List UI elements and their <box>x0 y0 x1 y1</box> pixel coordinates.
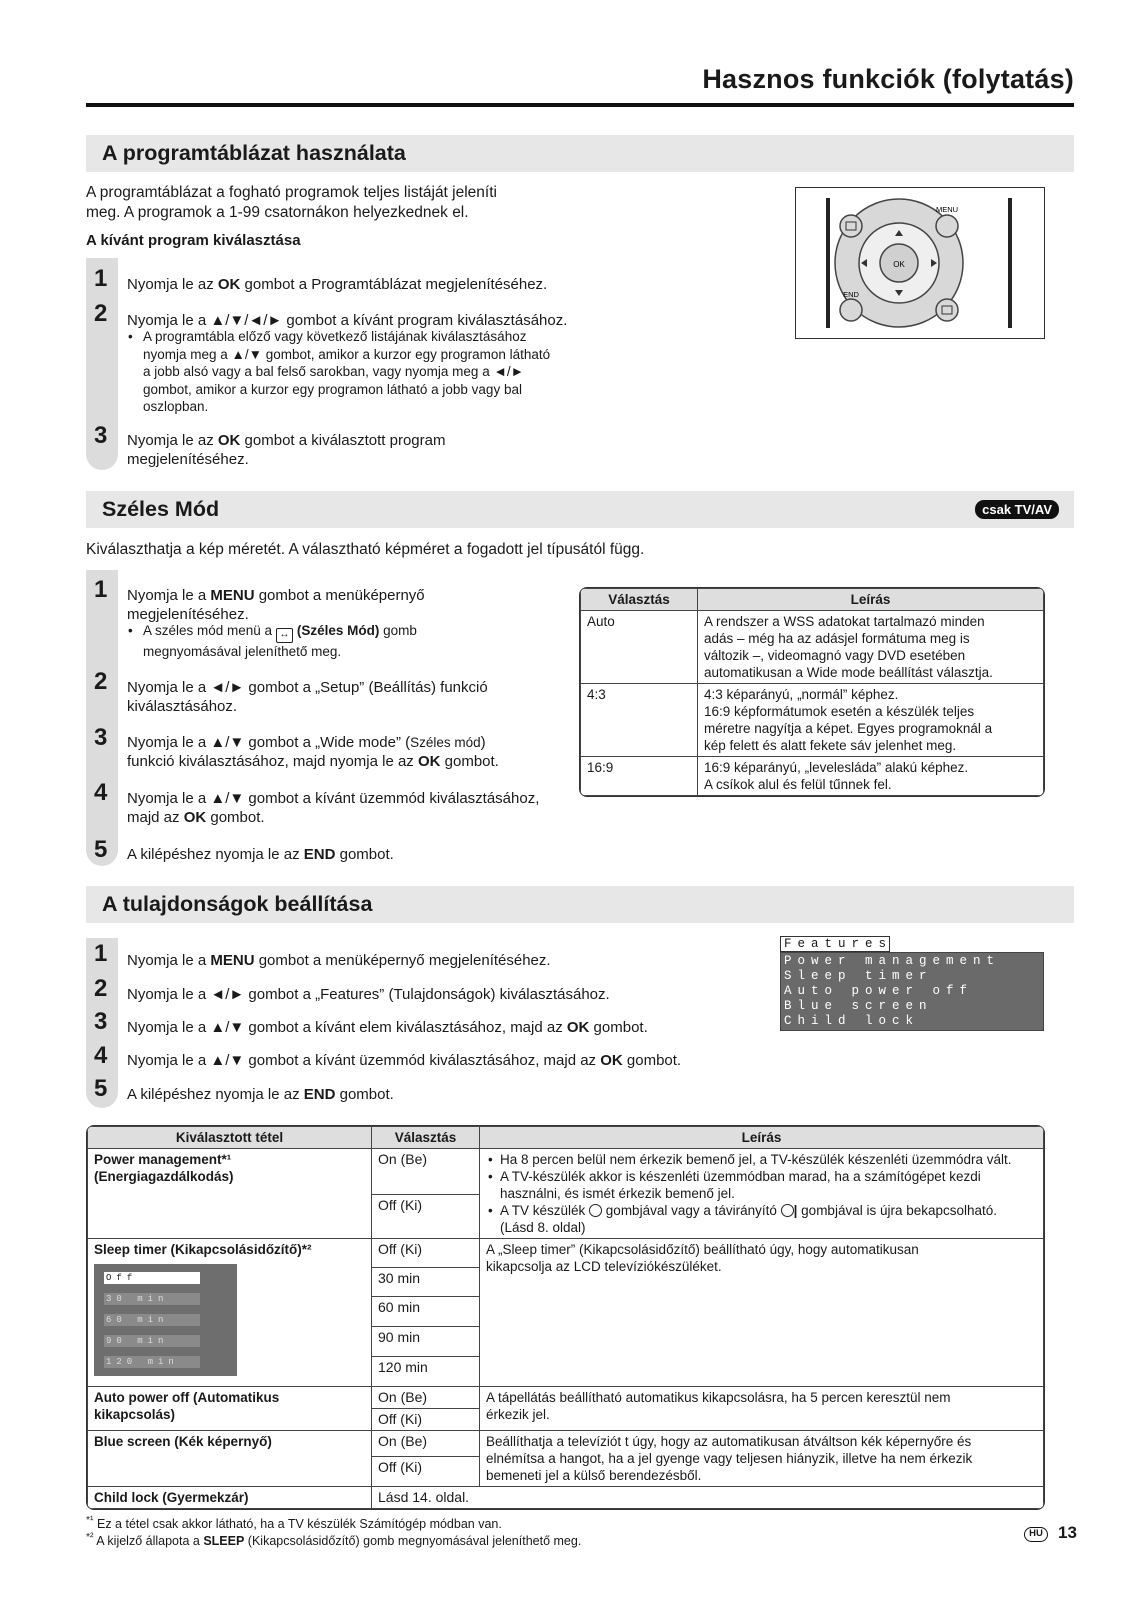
table-row: 30 min <box>88 1268 1044 1297</box>
page-number: 13 <box>1058 1523 1077 1542</box>
table-row: Off (Ki) <box>88 1457 1044 1487</box>
language-badge: HU <box>1024 1527 1048 1542</box>
step-text: Nyomja le a ▲/▼ gombot a kívánt elem kiválasztásához, majd az OK gombot. <box>127 1019 648 1036</box>
osd-item: Off <box>104 1272 200 1284</box>
step-number: 2 <box>94 975 108 1002</box>
column-header: Kiválasztott tétel <box>88 1127 372 1149</box>
remote-illustration <box>795 187 1045 339</box>
step-text: Nyomja le a ▲/▼/◄/► gombot a kívánt program kiválasztásához. <box>127 312 568 329</box>
table-row: 4:3 4:3 képarányú, „normál” képhez. 16:9 képformátumok esetén a készülék teljes méretre nagyítja a képet. Egyes programoknál a kép felett és alatt fekete sáv jelenhet meg. <box>581 684 1044 757</box>
step-number: 1 <box>94 576 108 603</box>
step-text: Nyomja le a MENU gombot a menüképernyő megjelenítéséhez. <box>127 587 425 623</box>
step-text: Nyomja le az OK gombot a kiválasztott program megjelenítéséhez. <box>127 432 446 468</box>
intro-line: Kiválaszthatja a kép méretét. A választható képméret a fogadott jel típusától függ. <box>86 541 645 558</box>
table-row: 16:9 16:9 képarányú, „levelesláda” alakú képhez. A csíkok alul és felül tűnnek fel. <box>581 757 1044 796</box>
section-header-program-table <box>86 135 1074 172</box>
section-header-wide-mode <box>86 491 1074 528</box>
footnote: $^{*^1}$ Ez a tétel csak akkor látható, ha a TV készülék Számítógép módban van. <box>86 1515 502 1532</box>
step-number: 5 <box>94 836 108 863</box>
features-table <box>86 1125 1045 1510</box>
column-header: Választás <box>581 589 698 611</box>
step-subnote: • A széles mód menü a ↔ (Széles Mód) gomb megnyomásával jeleníthető meg. <box>127 622 417 661</box>
osd-menu <box>780 952 1044 1031</box>
step-text: Nyomja le a ◄/► gombot a „Features” (Tulajdonságok) kiválasztásához. <box>127 986 610 1003</box>
step-text: Nyomja le a ▲/▼ gombot a kívánt üzemmód kiválasztásához, majd az OK gombot. <box>127 1052 682 1069</box>
section-header-features <box>86 886 1074 923</box>
step-number: 1 <box>94 265 108 292</box>
step-number: 3 <box>94 724 108 751</box>
table-row: 90 min <box>88 1327 1044 1357</box>
title-rule <box>86 103 1074 107</box>
standby-icon <box>781 1204 794 1217</box>
column-header: Leírás <box>698 589 1044 611</box>
step-number: 3 <box>94 422 108 449</box>
intro-line: meg. A programok a 1-99 csatornákon helyezkednek el. <box>86 204 469 221</box>
power-icon <box>589 1204 602 1217</box>
intro-line: A programtáblázat a fogható programok teljes listáját jeleníti <box>86 184 497 201</box>
step-text: Nyomja le az OK gombot a Programtáblázat megjelenítéséhez. <box>127 276 548 293</box>
section-title: Széles Mód <box>102 497 220 521</box>
step-text: Nyomja le a ▲/▼ gombot a kívánt üzemmód kiválasztásához, majd az OK gombot. <box>127 790 540 826</box>
table-row: 120 min <box>88 1357 1044 1387</box>
osd-item: Sleep timer <box>784 969 933 983</box>
step-number: 2 <box>94 668 108 695</box>
step-text: Nyomja le a ◄/► gombot a „Setup” (Beállítás) funkció kiválasztásához. <box>127 679 488 715</box>
step-text: Nyomja le a MENU gombot a menüképernyő megjelenítéséhez. <box>127 952 551 969</box>
step-number: 1 <box>94 940 108 967</box>
footnote: $^{*^2}$ A kijelző állapota a SLEEP (Kikapcsolásidőzítő) gomb megnyomásával jeleníthető meg. <box>86 1532 582 1549</box>
step-number: 4 <box>94 779 108 806</box>
table-row: Blue screen (Kék képernyő) On (Be) Beállíthatja a televíziót t úgy, hogy az automatikusan átváltson kék képernyőre és elnémítsa a hangot, ha a jel gyenge vagy teljesen hiányzik, illetve ha nem érkezik bemeneti jel a külső berendezésből. <box>88 1431 1044 1457</box>
end-label: END <box>843 290 859 299</box>
osd-item: 30 min <box>104 1293 200 1305</box>
table-row: Sleep timer (Kikapcsolásidőzítő)*² Off 30 min 60 min 90 min 120 min Off (Ki) A „Sleep timer” (Kikapcsolásidőzítő) beállítható úgy, hogy automatikusan kikapcsolja az LCD televíziókészüléket. <box>88 1239 1044 1268</box>
osd-item: Power management <box>784 954 1001 968</box>
osd-title: Features <box>780 936 890 952</box>
table-row: Child lock (Gyermekzár) Lásd 14. oldal. <box>88 1487 1044 1509</box>
wide-mode-table <box>579 587 1045 797</box>
wide-mode-icon: ↔ <box>276 628 293 643</box>
section-title: A programtáblázat használata <box>102 141 406 165</box>
ok-label: OK <box>893 260 905 269</box>
step-text: Nyomja le a ▲/▼ gombot a „Wide mode” (Széles mód) funkció kiválasztásához, majd nyomja le az OK gombot. <box>127 734 499 770</box>
table-row: Power management*¹ (Energiagazdálkodás) On (Be) • Ha 8 percen belül nem érkezik bemenő jel, a TV-készülék készenléti üzemmódra vált. • A TV-készülék akkor is készenléti üzemmódban marad, ha a számítógépet kezdi használni, és ismét érkezik bemenő jel. • A TV készülék gombjával vagy a távirányító | gombjával is újra bekapcsolható. (Lásd 8. oldal) <box>88 1149 1044 1195</box>
osd-item: 120 min <box>104 1356 200 1368</box>
step-number: 4 <box>94 1042 108 1069</box>
osd-item: Auto power off <box>784 984 974 998</box>
table-row: 60 min <box>88 1297 1044 1327</box>
table-row: Auto A rendszer a WSS adatokat tartalmazó minden adás – még ha az adásjel formátuma meg is változik –, videomagnó vagy DVD esetében automatikusan a Wide mode beállítást választja. <box>581 611 1044 684</box>
table-row: Auto power off (Automatikus kikapcsolás) On (Be) A tápellátás beállítható automatikus kikapcsolásra, ha 5 percen keresztül nem érkezik jel. <box>88 1387 1044 1409</box>
step-number: 2 <box>94 300 108 327</box>
step-number: 3 <box>94 1008 108 1035</box>
sleep-osd <box>94 1264 237 1376</box>
subheading: A kívánt program kiválasztása <box>86 232 301 249</box>
step-subnote: • A programtábla előző vagy következő listájának kiválasztásához nyomja meg a ▲/▼ gombot, amikor a kurzor egy programon látható a jobb alsó vagy a bal felső sarokban, vagy nyomja meg a ◄/► gombot, amikor a kurzor egy programon látható a jobb vagy bal oszlopban. <box>127 328 550 416</box>
step-text: A kilépéshez nyomja le az END gombot. <box>127 1086 394 1103</box>
osd-item: Blue screen <box>784 999 933 1013</box>
osd-item: 60 min <box>104 1314 200 1326</box>
table-row: Off (Ki) <box>88 1409 1044 1431</box>
menu-label: MENU <box>935 205 959 214</box>
osd-item: 90 min <box>104 1335 200 1347</box>
osd-item: Child lock <box>784 1014 920 1028</box>
step-text: A kilépéshez nyomja le az END gombot. <box>127 846 394 863</box>
column-header: Választás <box>372 1127 480 1149</box>
features-osd <box>780 936 1044 1031</box>
step-number: 5 <box>94 1075 108 1102</box>
tv-av-badge: csak TV/AV <box>975 500 1059 519</box>
column-header: Leírás <box>480 1127 1044 1149</box>
step-bar <box>86 570 118 866</box>
page-title: Hasznos funkciók (folytatás) <box>702 64 1074 94</box>
section-title: A tulajdonságok beállítása <box>102 892 373 916</box>
table-row: Off (Ki) <box>88 1194 1044 1239</box>
